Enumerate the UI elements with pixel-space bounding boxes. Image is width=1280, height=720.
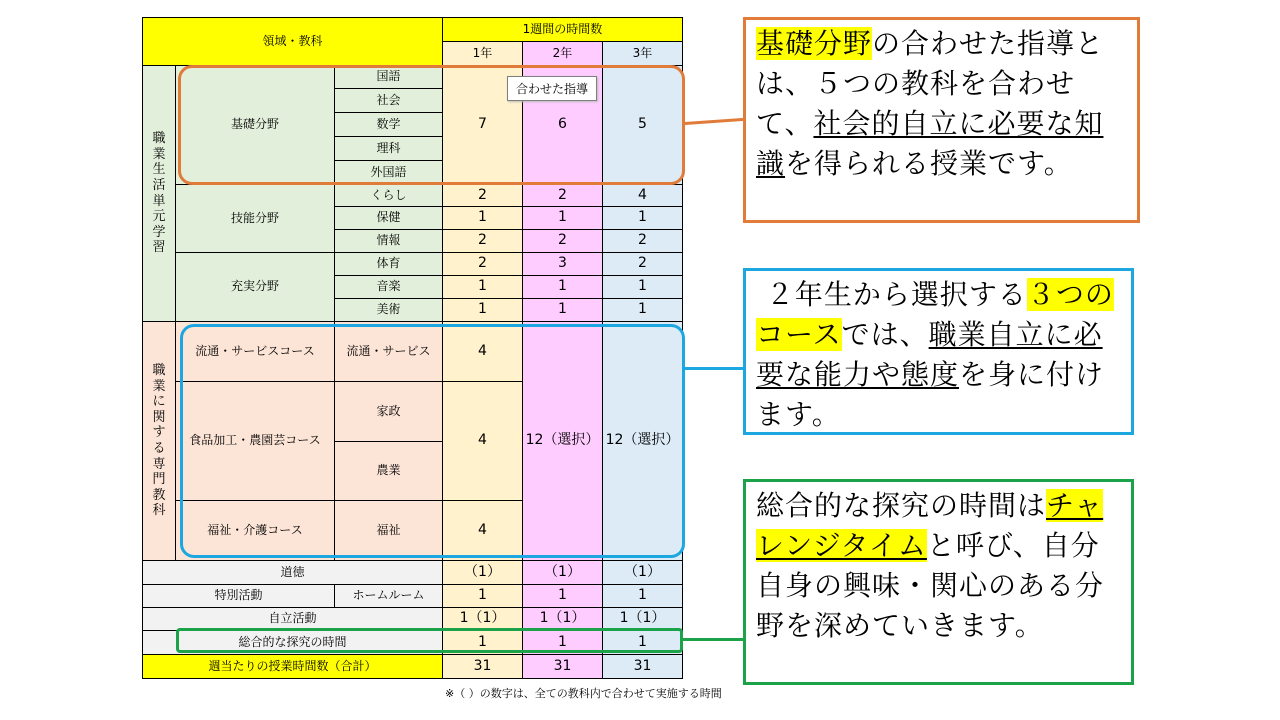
ongaku-year1: 1 <box>442 275 523 299</box>
courses-year2: 12（選択） <box>522 321 603 561</box>
subject-bijutsu: 美術 <box>334 298 443 322</box>
header-year2: 2年 <box>522 41 603 66</box>
kiso-explanation-panel: 基礎分野の合わせた指導とは、５つの教科を合わせて、社会的自立に必要な知識を得られる授業です。 <box>743 17 1140 223</box>
course-ryutsu: 流通・サービスコース <box>175 321 335 382</box>
connector-blue <box>685 367 744 370</box>
subject-shakai: 社会 <box>334 88 443 113</box>
hoken-year2: 1 <box>522 206 603 230</box>
dotoku-year1: （1） <box>442 560 523 585</box>
course-highlight-box <box>180 324 685 558</box>
bijutsu-year2: 1 <box>522 298 603 322</box>
joho-year1: 2 <box>442 229 523 253</box>
subject-kasei: 家政 <box>334 381 443 442</box>
kiso-year1: 7 <box>442 65 523 185</box>
joho-year2: 2 <box>522 229 603 253</box>
sogo-label: 総合的な探究の時間 <box>142 630 443 655</box>
subject-fukushi: 福祉 <box>334 500 443 561</box>
jiritsu-year1: 1（1） <box>442 607 523 631</box>
sogo-year3: 1 <box>602 630 683 655</box>
taiiku-year3: 2 <box>602 252 683 276</box>
subject-kokugo: 国語 <box>334 65 443 89</box>
total-year1: 31 <box>442 654 523 679</box>
total-label: 週当たりの授業時間数（合計） <box>142 654 443 679</box>
fukushi-year1: 4 <box>442 500 523 561</box>
subject-rika: 理科 <box>334 136 443 161</box>
subject-gaikokugo: 外国語 <box>334 160 443 185</box>
subject-sugaku: 数学 <box>334 112 443 137</box>
homeroom-label: ホームルーム <box>334 584 443 608</box>
bijutsu-year1: 1 <box>442 298 523 322</box>
dotoku-year3: （1） <box>602 560 683 585</box>
header-area: 領域・教科 <box>142 17 443 66</box>
kiso-year2: 6 <box>522 65 603 185</box>
dotoku-label: 道徳 <box>142 560 443 585</box>
course-explanation-panel: ２年生から選択する３つのコースでは、職業自立に必要な能力や態度を身に付けます。 <box>743 268 1134 435</box>
taiiku-year2: 3 <box>522 252 603 276</box>
kiso-year3: 5 <box>602 65 683 185</box>
header-year3: 3年 <box>602 41 683 66</box>
course-fukushi: 福祉・介護コース <box>175 500 335 561</box>
header-hours: 1週間の時間数 <box>442 17 683 42</box>
shokuhin-year1: 4 <box>442 381 523 501</box>
jiritsu-label: 自立活動 <box>142 607 443 631</box>
gino-bunya: 技能分野 <box>175 184 335 253</box>
jiritsu-year3: 1（1） <box>602 607 683 631</box>
group-shokugyo-seikatsu: 職 業 生 活 単 元 学 習 <box>142 65 176 322</box>
awaseta-shido-callout: 合わせた指導 <box>507 76 597 101</box>
header-year1: 1年 <box>442 41 523 66</box>
tokubetsu-year3: 1 <box>602 584 683 608</box>
tokubetsu-year2: 1 <box>522 584 603 608</box>
tokubetsu-year1: 1 <box>442 584 523 608</box>
subject-nogyo: 農業 <box>334 441 443 501</box>
subject-hoken: 保健 <box>334 206 443 230</box>
kurashi-year2: 2 <box>522 184 603 207</box>
taiiku-year1: 2 <box>442 252 523 276</box>
kurashi-year1: 2 <box>442 184 523 207</box>
total-year3: 31 <box>602 654 683 679</box>
connector-orange <box>685 118 744 125</box>
bijutsu-year3: 1 <box>602 298 683 322</box>
subject-ongaku: 音楽 <box>334 275 443 299</box>
kurashi-year3: 4 <box>602 184 683 207</box>
group-senmon-kyoka: 職 業 に 関 す る 専 門 教 科 <box>142 321 176 561</box>
ryutsu-year1: 4 <box>442 321 523 382</box>
footnote: ※（ ）の数字は、全ての教科内で合わせて実施する時間 <box>445 687 722 700</box>
ongaku-year2: 1 <box>522 275 603 299</box>
total-year2: 31 <box>522 654 603 679</box>
ongaku-year3: 1 <box>602 275 683 299</box>
dotoku-year2: （1） <box>522 560 603 585</box>
sogo-year2: 1 <box>522 630 603 655</box>
course-shokuhin: 食品加工・農園芸コース <box>175 381 335 501</box>
kiso-highlight-box <box>178 65 685 185</box>
joho-year3: 2 <box>602 229 683 253</box>
subject-taiiku: 体育 <box>334 252 443 276</box>
tokubetsu-label: 特別活動 <box>142 584 335 608</box>
jujitsu-bunya: 充実分野 <box>175 252 335 322</box>
courses-year3: 12（選択） <box>602 321 683 561</box>
hoken-year3: 1 <box>602 206 683 230</box>
subject-ryutsu: 流通・サービス <box>334 321 443 382</box>
kiso-bunya: 基礎分野 <box>175 65 335 185</box>
subject-joho: 情報 <box>334 229 443 253</box>
hoken-year1: 1 <box>442 206 523 230</box>
jiritsu-year2: 1（1） <box>522 607 603 631</box>
connector-green <box>683 638 744 641</box>
subject-kurashi: くらし <box>334 184 443 207</box>
sogo-explanation-panel: 総合的な探究の時間はチャレンジタイムと呼び、自分自身の興味・関心のある分野を深めていきます。 <box>743 479 1134 685</box>
sogo-highlight-box <box>176 628 683 653</box>
sogo-year1: 1 <box>442 630 523 655</box>
